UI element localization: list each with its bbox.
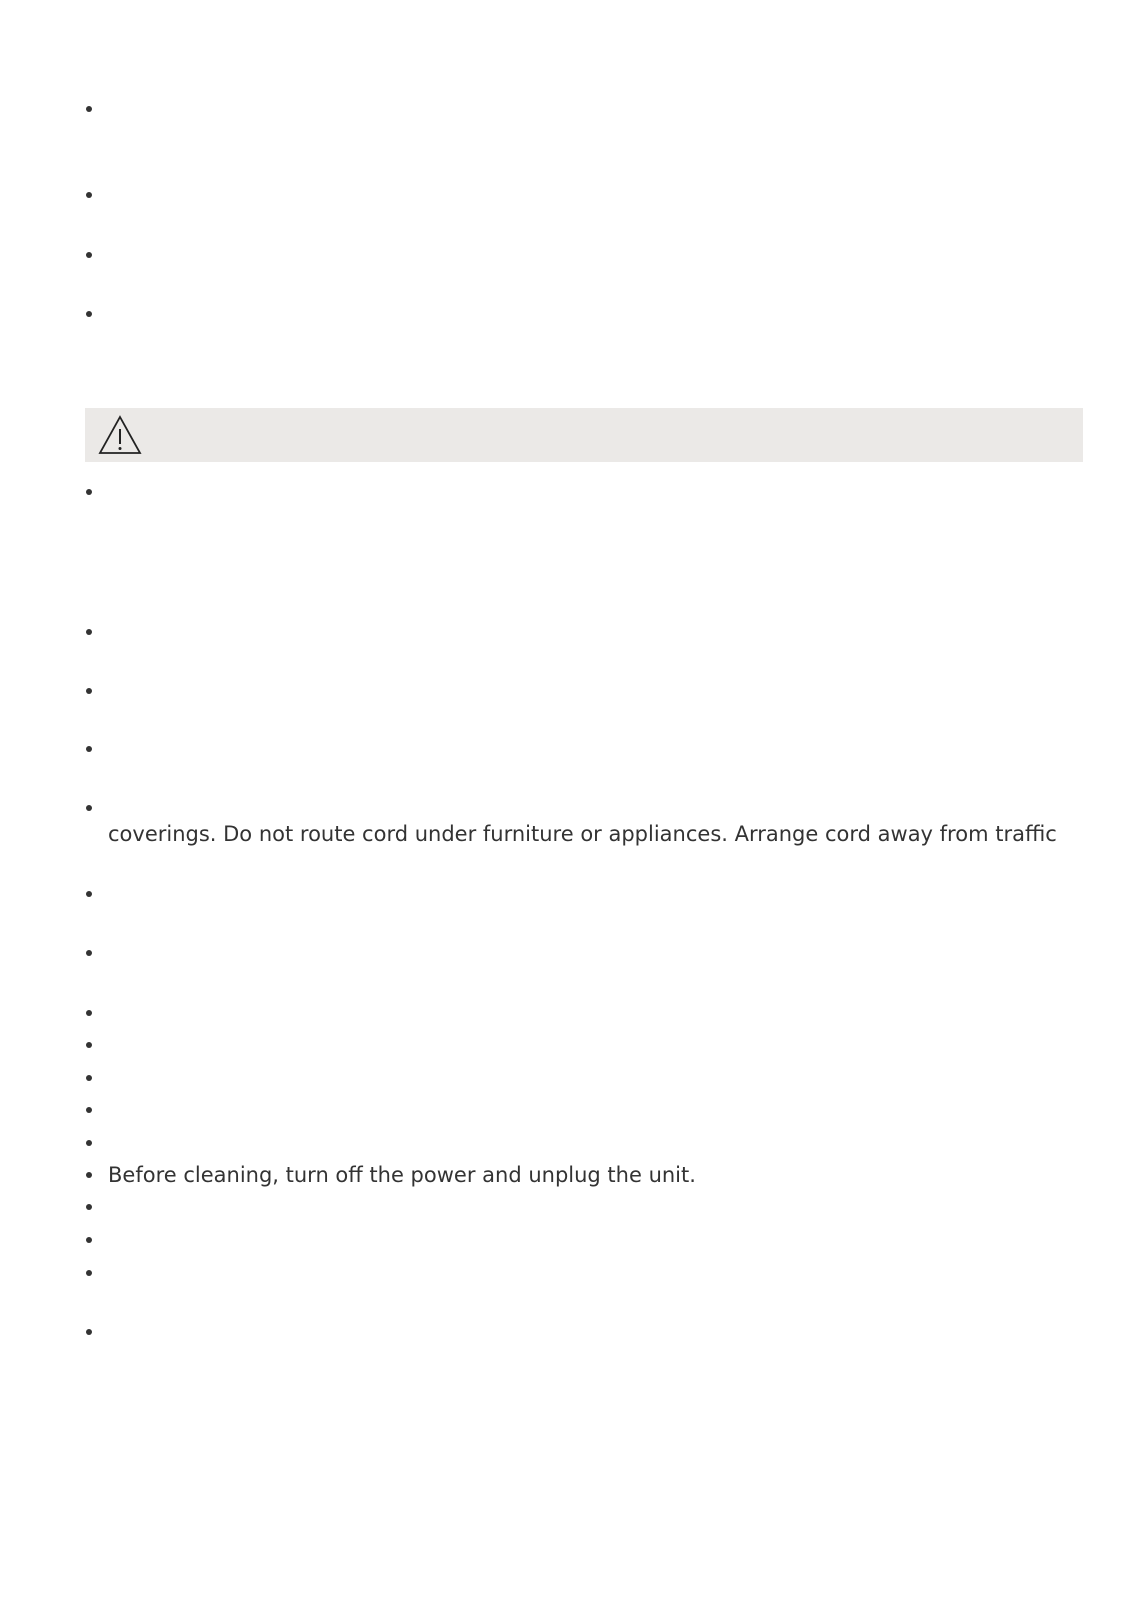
list-bullet [86, 1270, 92, 1276]
list-bullet [86, 1329, 92, 1335]
list-bullet [86, 1010, 92, 1016]
warning-triangle-icon [98, 414, 142, 456]
list-bullet [86, 746, 92, 752]
list-bullet [86, 192, 92, 198]
list-bullet [86, 629, 92, 635]
list-bullet [86, 311, 92, 317]
list-bullet [86, 1172, 92, 1178]
list-bullet [86, 805, 92, 811]
warning-banner [85, 408, 1083, 462]
list-bullet [86, 489, 92, 495]
cord-instruction-line: coverings. Do not route cord under furniture or appliances. Arrange cord away from traffic [108, 822, 1057, 846]
list-bullet [86, 1042, 92, 1048]
list-bullet [86, 1204, 92, 1210]
list-bullet [86, 1237, 92, 1243]
cleaning-instruction-line: Before cleaning, turn off the power and unplug the unit. [108, 1163, 696, 1187]
list-bullet [86, 1075, 92, 1081]
list-bullet [86, 106, 92, 112]
list-bullet [86, 1107, 92, 1113]
list-bullet [86, 891, 92, 897]
list-bullet [86, 950, 92, 956]
list-bullet [86, 1140, 92, 1146]
list-bullet [86, 688, 92, 694]
list-bullet [86, 252, 92, 258]
